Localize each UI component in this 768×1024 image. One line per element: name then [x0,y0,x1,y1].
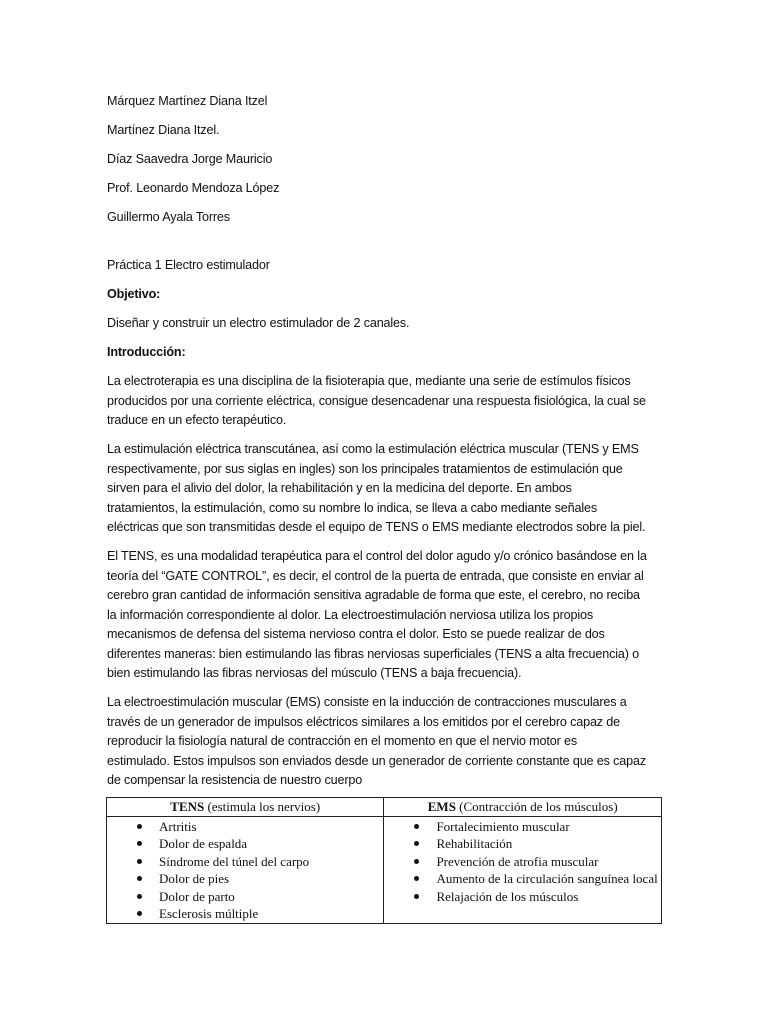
paragraph-tens [107,547,663,684]
tens-header [107,798,384,817]
paragraph-line: El TENS, es una modalidad terapéutica para el control del dolor agudo y/o crónico basándose en la [107,549,647,563]
tens-ems-table [106,797,662,924]
objective-text: Diseñar y construir un electro estimulador de 2 canales. [107,316,410,330]
document-body [107,92,663,800]
list-item: Dolor de espalda [107,835,383,852]
list-item: Dolor de pies [107,870,383,887]
ems-header-rest: (Contracción de los músculos) [455,799,618,814]
paragraph-line: de compensar la resistencia de nuestro cuerpo [107,773,363,787]
tens-header-rest: (estimula los nervios) [204,799,321,814]
author-line: Díaz Saavedra Jorge Mauricio [107,152,273,166]
paragraph-line: través de un generador de impulsos eléctricos similares a los emitidos por el cerebro capaz de [107,714,620,729]
tens-cell [107,817,384,924]
paragraph-line: La electroterapia es una disciplina de la fisioterapia que, mediante una serie de estímulos físicos [107,374,631,388]
paragraph-line: cerebro gran cantidad de información sensitiva agradable de forma que este, el cerebro, no reciba [107,588,640,602]
list-item: Artritis [107,818,383,835]
tens-list [107,818,383,922]
paragraph-line: sirven para el alivio del dolor, la rehabilitación y en la medicina del deporte. En ambos [107,481,572,495]
author-line: Martínez Diana Itzel. [107,123,220,137]
list-item: Dolor de parto [107,888,383,905]
list-item: Fortalecimiento muscular [384,818,661,835]
paragraph-line: producidos por una corriente eléctrica, consigue desencadenar una respuesta fisiológica, la cual se [107,393,646,408]
list-item: Esclerosis múltiple [107,905,383,922]
paragraph-line: La estimulación eléctrica transcutánea, así como la estimulación eléctrica muscular (TENS y EMS [107,442,639,456]
ems-cell [384,817,662,924]
paragraph-line: eléctricas que son transmitidas desde el equipo de TENS o EMS mediante electrodos sobre la piel. [107,520,646,534]
paragraph-line: bien estimulando las fibras nerviosas del músculo (TENS a baja frecuencia). [107,666,522,680]
tens-header-bold: TENS [170,799,205,814]
paragraph-line: estimulado. Estos impulsos son enviados desde un generador de corriente constante que es capaz [107,753,646,768]
paragraph-line: diferentes maneras: bien estimulando las fibras nerviosas superficiales (TENS a alta frecuencia) o [107,646,639,661]
paragraph-ems [107,693,663,791]
paragraph-line: teoría del “GATE CONTROL”, es decir, el control de la puerta de entrada, que consiste en enviar al [107,568,644,583]
practice-title: Práctica 1 Electro estimulador [107,258,270,272]
paragraph-line: reproducir la fisiología natural de contracción en el momento en que el nervio motor es [107,734,577,748]
author-line: Márquez Martínez Diana Itzel [107,94,268,108]
intro-heading: Introducción: [107,345,186,359]
paragraph-line: la información correspondiente al dolor. La electroestimulación nerviosa utiliza los propios [107,607,594,622]
paragraph-line: La electroestimulación muscular (EMS) consiste en la inducción de contracciones musculares a [107,695,627,709]
paragraph-line: traduce en un efecto terapéutico. [107,413,287,427]
paragraph-estimulacion [107,440,663,538]
spacer [107,237,663,256]
list-item: Rehabilitación [384,835,661,852]
paragraph-line: mecanismos de defensa del sistema nervioso contra el dolor. Esto se puede realizar de dos [107,627,605,641]
list-item: Prevención de atrofia muscular [384,853,661,870]
paragraph-line: respectivamente, por sus siglas en ingles) son los principales tratamientos de estimulación que [107,461,623,476]
paragraph-line: tratamientos, la estimulación, como su nombre lo indica, se lleva a cabo mediante señales [107,500,597,515]
ems-list [384,818,661,905]
list-item: Aumento de la circulación sanguínea local [384,870,661,887]
table-body-row [107,817,662,924]
author-line: Guillermo Ayala Torres [107,210,230,224]
ems-header [384,798,662,817]
objective-heading: Objetivo: [107,287,161,301]
list-item: Relajación de los músculos [384,888,661,905]
ems-header-bold: EMS [427,799,456,814]
paragraph-electroterapia [107,372,663,431]
author-line: Prof. Leonardo Mendoza López [107,181,280,195]
table-header-row [107,798,662,817]
list-item: Síndrome del túnel del carpo [107,853,383,870]
